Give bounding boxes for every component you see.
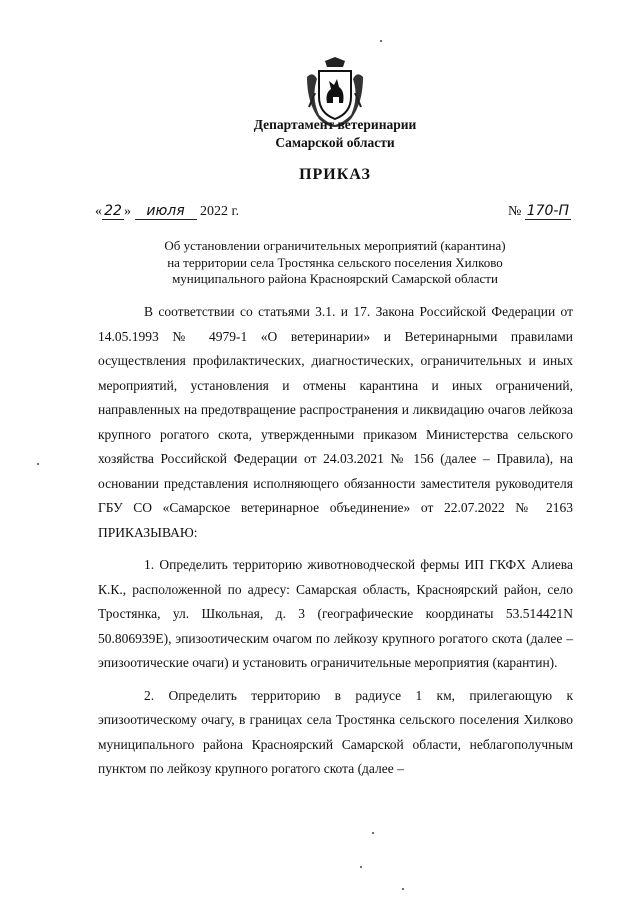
document-body — [98, 300, 573, 782]
department-line1: Департамент ветеринарии — [253, 117, 417, 132]
scan-speck — [360, 866, 362, 868]
date-day: 22 — [102, 203, 124, 220]
document-subject — [120, 238, 550, 288]
date-month: июля — [135, 203, 197, 220]
document-date — [95, 203, 239, 220]
document-type-title: ПРИКАЗ — [299, 166, 371, 183]
scan-speck — [380, 40, 382, 42]
subject-line2: на территории села Тростянка сельского поселения Хилково — [167, 254, 503, 270]
subject-line3: муниципального района Красноярский Самарской области — [172, 271, 498, 286]
order-item-2: 2. Определить территорию в радиусе 1 км, прилегающую к эпизоотическому очагу, в границах села Тростянка сельского поселения Хилково муниципального района Красноярский Самарской области, неблагополучным пунктом по лейкозу крупного рогатого скота (далее – — [98, 687, 573, 776]
department-line2: Самарской области — [275, 135, 395, 150]
scan-speck — [402, 888, 404, 890]
number-value: 170-П — [526, 203, 570, 219]
scan-speck — [372, 832, 374, 834]
order-item-1: 1. Определить территорию животноводческой фермы ИП ГКФХ Алиева К.К., расположенной по адресу: Самарская область, Красноярский район, село Тростянка, ул. Школьная, д. 3 (географические координаты 53.514421N 50.806939E), эпизоотическим очагом по лейкозу крупного рогатого скота (далее – эпизоотические очаги) и установить ограничительные мероприятия (карантин). — [98, 557, 573, 670]
subject-line1: Об установлении ограничительных мероприятий (карантина) — [164, 238, 506, 253]
date-year: 2022 г. — [200, 204, 240, 219]
document-number — [508, 203, 571, 220]
date-open-quote: « — [95, 204, 102, 219]
preamble-paragraph: В соответствии со статьями 3.1. и 17. Закона Российской Федерации от 14.05.1993 № 4979-1 «О ветеринарии» и Ветеринарными правилами осуществления профилактических, диагностических, ограничительных и иных мероприятий, установления и отмены карантина и иных ограничений, направленных на предотвращение распространения и ликвидацию очагов лейкоза крупного рогатого скота, утвержденными приказом Министерства сельского хозяйства Российской Федерации от 24.03.2021 № 156 (далее – Правила), на основании представления исполняющего обязанности заместителя руководителя ГБУ СО «Самарское ветеринарное объединение» от 22.07.2022 № 2163 ПРИКАЗЫВАЮ: — [98, 304, 573, 540]
department-name — [210, 116, 460, 152]
scan-speck — [37, 463, 39, 465]
number-prefix: № — [508, 204, 522, 219]
date-close-quote: » — [124, 204, 131, 219]
